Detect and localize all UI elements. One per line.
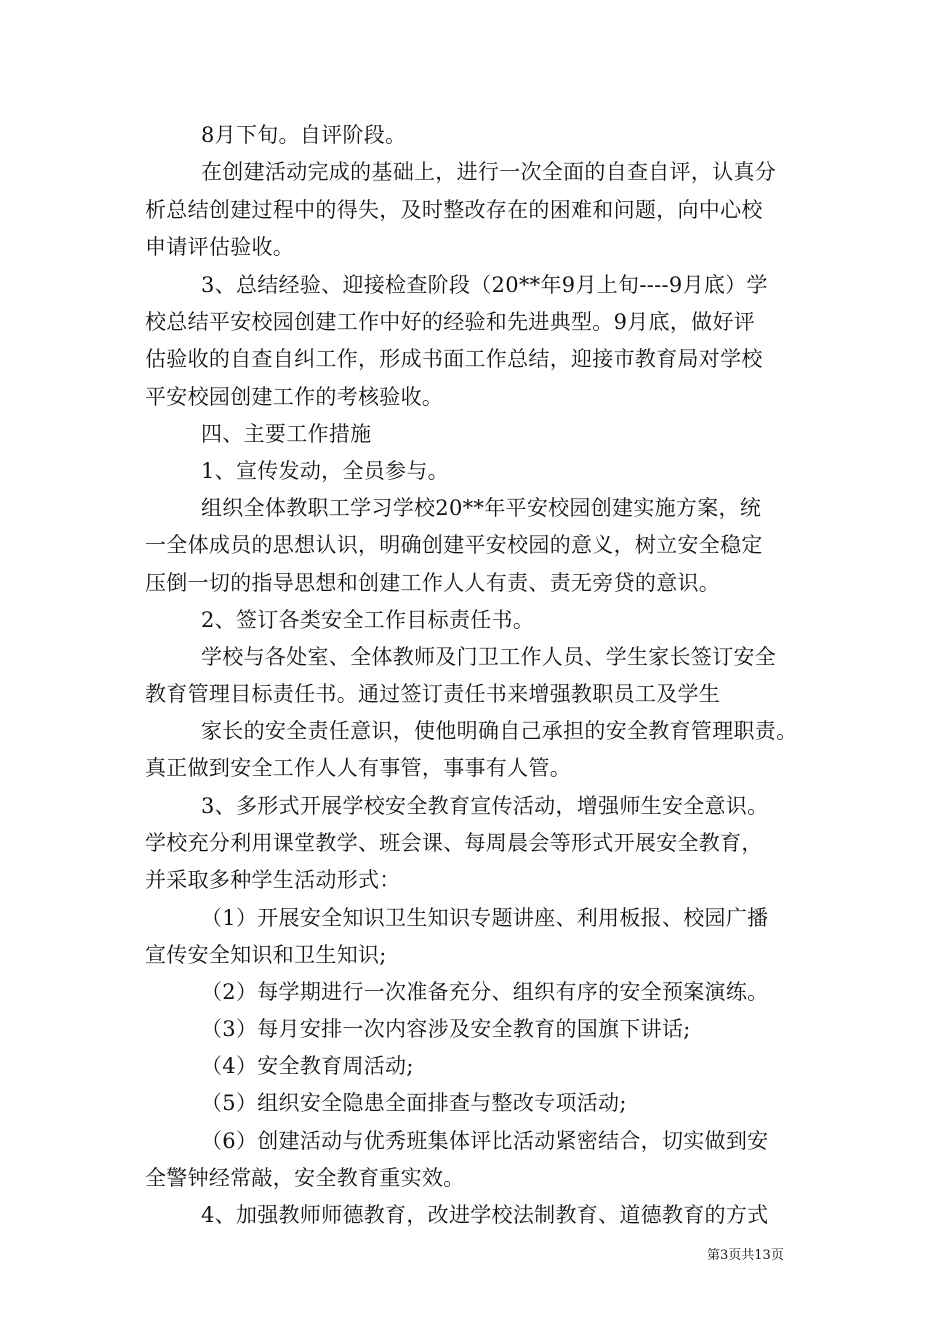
text-line-5: 3、总结经验、迎接检查阶段（20**年9月上旬----9月底）学 xyxy=(201,273,768,297)
text-line-16: 教育管理目标责任书。通过签订责任书来增强教职员工及学生 xyxy=(145,682,721,706)
text-line-1: 8月下旬。自评阶段。 xyxy=(201,123,407,147)
text-line-24: （2）每学期进行一次准备充分、组织有序的安全预案演练。 xyxy=(201,980,769,1004)
page-number: 第3页共13页 xyxy=(707,1248,784,1263)
section-heading: 四、主要工作措施 xyxy=(201,422,372,446)
text-line-19: 3、多形式开展学校安全教育宣传活动，增强师生安全意识。 xyxy=(201,794,769,818)
text-line-30: 4、加强教师师德教育，改进学校法制教育、道德教育的方式 xyxy=(201,1203,769,1227)
text-line-14: 2、签订各类安全工作目标责任书。 xyxy=(201,608,535,632)
text-line-22: （1）开展安全知识卫生知识专题讲座、利用板报、校园广播 xyxy=(201,906,769,930)
text-line-8: 平安校园创建工作的考核验收。 xyxy=(145,385,444,409)
text-line-3: 析总结创建过程中的得失，及时整改存在的困难和问题，向中心校 xyxy=(145,198,763,222)
text-line-2: 在创建活动完成的基础上，进行一次全面的自查自评，认真分 xyxy=(201,160,777,184)
text-line-20: 学校充分利用课堂教学、班会课、每周晨会等形式开展安全教育， xyxy=(145,831,763,855)
text-line-7: 估验收的自查自纠工作，形成书面工作总结，迎接市教育局对学校 xyxy=(145,347,763,371)
text-line-18: 真正做到安全工作人人有事管，事事有人管。 xyxy=(145,756,571,780)
text-line-15: 学校与各处室、全体教师及门卫工作人员、学生家长签订安全 xyxy=(201,645,777,669)
text-line-29: 全警钟经常敲，安全教育重实效。 xyxy=(145,1166,465,1190)
text-line-6: 校总结平安校园创建工作中好的经验和先进典型。9月底，做好评 xyxy=(145,310,756,334)
text-line-11: 组织全体教职工学习学校20**年平安校园创建实施方案，统 xyxy=(201,496,762,520)
text-line-26: （4）安全教育周活动; xyxy=(201,1054,414,1078)
text-line-25: （3）每月安排一次内容涉及安全教育的国旗下讲话; xyxy=(201,1017,691,1041)
text-line-27: （5）组织安全隐患全面排查与整改专项活动; xyxy=(201,1091,627,1115)
text-line-28: （6）创建活动与优秀班集体评比活动紧密结合，切实做到安 xyxy=(201,1129,769,1153)
text-line-17: 家长的安全责任意识，使他明确自己承担的安全教育管理职责。 xyxy=(201,719,798,743)
text-line-13: 压倒一切的指导思想和创建工作人人有责、责无旁贷的意识。 xyxy=(145,571,721,595)
text-line-10: 1、宣传发动，全员参与。 xyxy=(201,459,449,483)
text-line-21: 并采取多种学生活动形式： xyxy=(145,868,401,892)
text-line-12: 一全体成员的思想认识，明确创建平安校园的意义，树立安全稳定 xyxy=(145,533,763,557)
text-line-4: 申请评估验收。 xyxy=(145,235,295,259)
text-line-23: 宣传安全知识和卫生知识; xyxy=(145,943,387,967)
